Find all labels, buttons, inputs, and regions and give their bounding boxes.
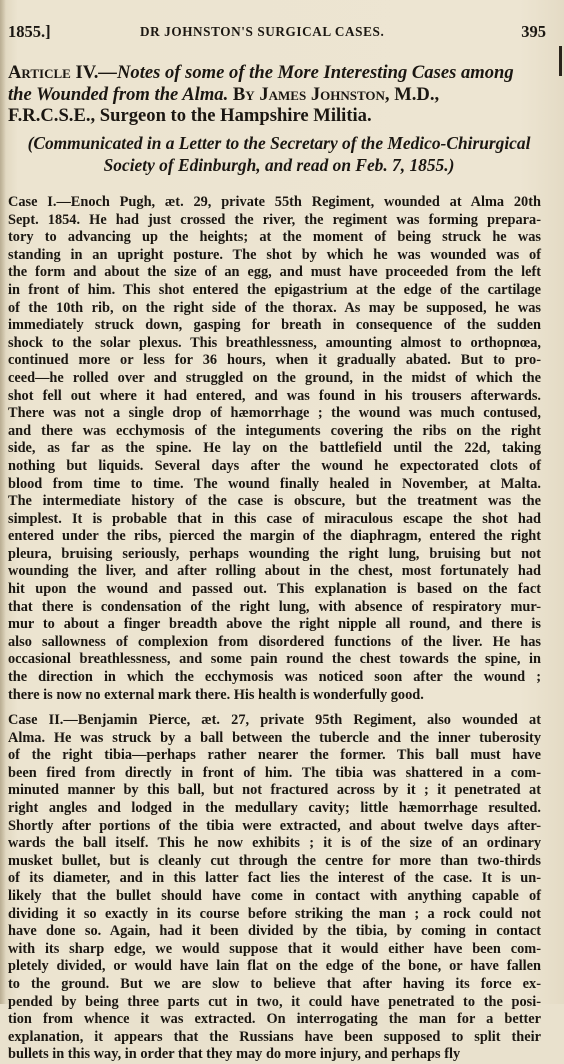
case-1-paragraph	[8, 194, 541, 704]
text-line: with its sharp edge, we would suppose that it would either have been com-	[8, 940, 541, 957]
article-title-line-2: the Wounded from the Alma.	[8, 83, 229, 105]
communication-note	[8, 133, 550, 176]
running-header	[8, 22, 546, 44]
text-line: standing in an upright posture. The shot by which he was wounded was of	[8, 246, 541, 263]
text-line: right angles and lodged in the medullary cavity; little hæmorrhage resulted.	[8, 799, 541, 816]
text-line: the form and about the size of an egg, and must have proceeded from the left	[8, 264, 541, 281]
article-label: Article IV.	[8, 62, 99, 83]
text-line: mur to about a finger breadth above the right nipple all round, and there is	[8, 616, 541, 633]
page-edge-mark	[559, 46, 562, 76]
text-line: The intermediate history of the case is obscure, but the treatment was the	[8, 493, 541, 510]
text-line: ceed—he rolled over and struggled on the ground, in the midst of which the	[8, 369, 541, 386]
text-line: of the 10th rib, on the right side of the thorax. As may be supposed, he was	[8, 299, 541, 316]
text-line: explanation, it appears that the Russians have been supposed to split their	[8, 1028, 541, 1045]
text-line: musket bullet, but is cleanly cut through the centre for more than two-thirds	[8, 852, 541, 869]
text-line: and there was ecchymosis of the integuments covering the ribs on the right	[8, 422, 541, 439]
text-line: entered under the ribs, pierced the margin of the diaphragm, entered the right	[8, 528, 541, 545]
text-line: Case II.—Benjamin Pierce, æt. 27, private 95th Regiment, also wounded at	[8, 712, 541, 728]
text-line: occasional breathlessness, and some pain round the chest towards the spine, in	[8, 651, 541, 668]
text-line: simplest. It is probable that in this case of miraculous escape the shot had	[8, 510, 541, 527]
text-line: there is now no external mark there. His health is wonderfully good.	[8, 686, 424, 703]
text-line: of the right tibia—perhaps rather nearer the former. This ball must have	[8, 747, 541, 764]
running-title: DR JOHNSTON'S SURGICAL CASES.	[140, 24, 385, 39]
text-line: Shortly after portions of the tibia were extracted, and about twelve days after-	[8, 817, 541, 834]
text-line: of its diameter, and in this latter fact lies the interest of the case. It is un-	[8, 870, 541, 887]
text-line: wounding the liver, and after rolling about in the chest, most fortunately had	[8, 563, 541, 580]
text-line: shot fell out where it had entered, and was found in his trousers afterwards.	[8, 387, 541, 404]
text-line: Sept. 1854. He had just crossed the river, the regiment was forming prepara-	[8, 211, 541, 228]
text-line: also sallowness of complexion from disordered functions of the liver. He has	[8, 633, 541, 650]
text-line: continued more or less for 36 hours, when it gradually abated. But to pro-	[8, 352, 541, 369]
header-year: 1855.]	[8, 22, 51, 41]
text-line: pended by being three parts cut in two, it could have penetrated to the posi-	[8, 993, 541, 1010]
communication-line-1: (Communicated in a Letter to the Secretary of the Medico-Chirurgical	[27, 133, 531, 153]
text-line: pletely divided, or would have lain flat on the edge of the bone, or have fallen	[8, 958, 541, 975]
text-line: that there is condensation of the right lung, with absence of respiratory mur-	[8, 598, 541, 615]
text-line: likely that the bullet should have come in contact with anything capable of	[8, 887, 541, 904]
text-line: pleura, bruising seriously, perhaps wounding the right lung, bruising but not	[8, 545, 541, 562]
page-number: 395	[521, 22, 546, 41]
text-line: tory to advancing up the heights; at the moment of being struck he was	[8, 229, 541, 246]
text-line: wards the ball itself. This he now exhibits ; it is of the size of an ordinary	[8, 835, 541, 852]
text-line: immediately struck down, gasping for breath in consequence of the sudden	[8, 317, 541, 334]
text-line: have done so. Again, had it been divided by the tibia, by coming in contact	[8, 923, 541, 940]
article-title	[8, 62, 550, 127]
article-title-line-1: —Notes of some of the More Interesting Cases among	[98, 62, 514, 83]
text-line: dividing it so exactly in its course before striking the man ; a rock could not	[8, 905, 541, 922]
text-line: bullets in this way, in order that they may do more injury, and perhaps fly	[8, 1046, 461, 1063]
text-line: tion from whence it was extracted. On interrogating the man for a better	[8, 1011, 541, 1028]
text-line: the direction in which the ecchymosis was noticed soon after the wound ;	[8, 669, 541, 686]
text-line: nothing but liquids. Several days after the wound he expectorated clots of	[8, 457, 541, 474]
text-line: minuted manner by this ball, but not fractured across by it ; it penetrated at	[8, 782, 541, 799]
text-line: blood from time to time. The wound finally healed in November, at Malta.	[8, 475, 541, 492]
article-author-credentials: F.R.C.S.E., Surgeon to the Hampshire Militia.	[8, 105, 372, 126]
text-line: to the ground. But we are slow to believe that after having its force ex-	[8, 975, 541, 992]
text-line: shock to the solar plexus. This breathlessness, amounting almost to orthopnœa,	[8, 334, 541, 351]
case-2-paragraph	[8, 712, 541, 1064]
text-line: side, as far as the spine. He lay on the battlefield until the 22d, taking	[8, 440, 541, 457]
text-line: Alma. He was struck by a ball between the tubercle and the inner tuberosity	[8, 729, 541, 746]
text-line: been fired from directly in front of him. The tibia was shattered in a com-	[8, 764, 541, 781]
text-line: in front of him. This shot entered the epigastrium at the edge of the cartilage	[8, 281, 541, 298]
text-line: hit upon the wound and passed out. This explanation is based on the fact	[8, 581, 541, 598]
text-line: There was not a single drop of hæmorrhage ; the wound was much contused,	[8, 405, 541, 422]
page-gutter-shadow	[0, 0, 6, 1004]
communication-line-2: Society of Edinburgh, and read on Feb. 7, 1855.)	[103, 154, 455, 175]
text-line: Case I.—Enoch Pugh, æt. 29, private 55th Regiment, wounded at Alma 20th	[8, 194, 541, 210]
article-author: By James Johnston, M.D.,	[228, 83, 440, 105]
